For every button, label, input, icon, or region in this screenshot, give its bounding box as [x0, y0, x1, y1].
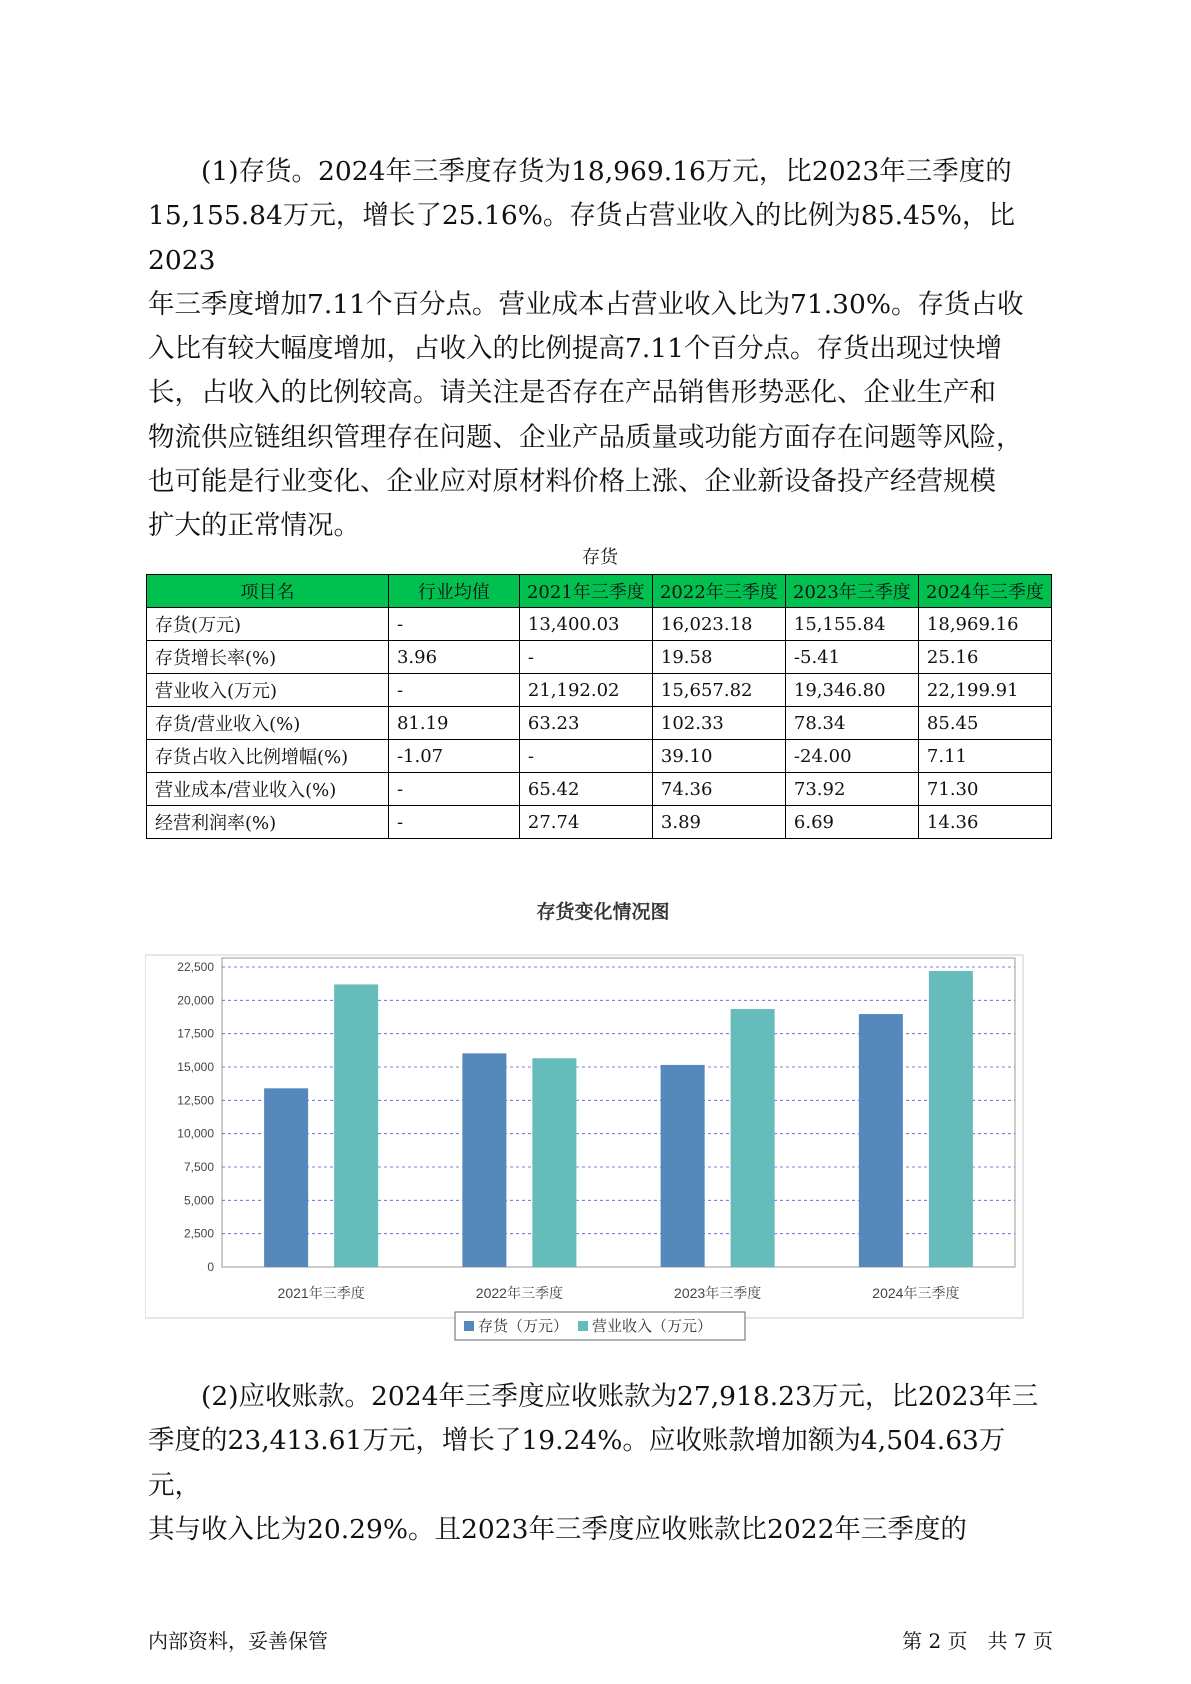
- table-cell: 22,199.91: [918, 674, 1051, 707]
- table-cell: 营业收入(万元): [147, 674, 389, 707]
- header-cell: 项目名: [147, 575, 389, 608]
- footer-confidential: 内部资料，妥善保管: [148, 1629, 328, 1653]
- table-cell: 15,155.84: [785, 608, 918, 641]
- bar: [731, 1009, 775, 1267]
- bar: [532, 1058, 576, 1267]
- table-row: [147, 773, 1052, 806]
- table-cell: -: [388, 806, 519, 839]
- paragraph-line: 也可能是行业变化、企业应对原材料价格上涨、企业新设备投产经营规模: [148, 466, 996, 498]
- table-cell: 85.45: [918, 707, 1051, 740]
- table-cell: 3.96: [388, 641, 519, 674]
- table-cell: -: [388, 773, 519, 806]
- bar: [462, 1053, 506, 1267]
- x-tick-label: 2023年三季度: [674, 1285, 762, 1301]
- legend-label: 营业收入（万元）: [592, 1318, 713, 1335]
- header-cell: 2021年三季度: [519, 575, 652, 608]
- paragraph-line: 长，占收入的比例较高。请关注是否存在产品销售形势恶化、企业生产和: [148, 377, 996, 409]
- table-cell: 21,192.02: [519, 674, 652, 707]
- bar: [264, 1088, 308, 1267]
- footer-page-number: 第 2 页 共 7 页: [902, 1629, 1053, 1653]
- table-cell: 25.16: [918, 641, 1051, 674]
- paragraph-line: 扩大的正常情况。: [148, 510, 360, 542]
- table-row: [147, 707, 1052, 740]
- table-cell: 营业成本/营业收入(%): [147, 773, 389, 806]
- header-cell: 2024年三季度: [918, 575, 1051, 608]
- table-row: [147, 608, 1052, 641]
- table-cell: -: [519, 740, 652, 773]
- table-row: [147, 806, 1052, 839]
- table-cell: 14.36: [918, 806, 1051, 839]
- table-cell: 19.58: [652, 641, 785, 674]
- header-cell: 2023年三季度: [785, 575, 918, 608]
- legend-swatch: [578, 1321, 588, 1331]
- table-cell: 73.92: [785, 773, 918, 806]
- y-tick-label: 2,500: [183, 1226, 214, 1241]
- table-row: [147, 674, 1052, 707]
- x-tick-label: 2024年三季度: [872, 1285, 960, 1301]
- y-tick-label: 0: [207, 1260, 214, 1274]
- legend-swatch: [464, 1321, 474, 1331]
- bar: [929, 971, 973, 1267]
- table-cell: 74.36: [652, 773, 785, 806]
- paragraph-line: 入比有较大幅度增加，占收入的比例提高7.11个百分点。存货出现过快增: [148, 333, 1003, 365]
- paragraph-line: 年三季度增加7.11个百分点。营业成本占营业收入比为71.30%。存货占收: [148, 288, 1024, 320]
- paragraph-line: 15,155.84万元，增长了25.16%。存货占营业收入的比例为85.45%，比2023: [148, 200, 1015, 276]
- bar: [661, 1065, 705, 1267]
- table-caption: 存货: [582, 547, 618, 568]
- table-cell: 39.10: [652, 740, 785, 773]
- y-tick-label: 20,000: [177, 993, 214, 1008]
- table-cell: 13,400.03: [519, 608, 652, 641]
- table-cell: 16,023.18: [652, 608, 785, 641]
- table-cell: 78.34: [785, 707, 918, 740]
- table-cell: 15,657.82: [652, 674, 785, 707]
- bar: [334, 984, 378, 1267]
- table-cell: 存货/营业收入(%): [147, 707, 389, 740]
- table-cell: 经营利润率(%): [147, 806, 389, 839]
- y-tick-label: 5,000: [183, 1193, 214, 1208]
- y-tick-label: 10,000: [177, 1126, 214, 1141]
- table-cell: -: [388, 674, 519, 707]
- table-cell: 81.19: [388, 707, 519, 740]
- paragraph-receivables: [148, 1375, 1048, 1552]
- table-cell: 存货占收入比例增幅(%): [147, 740, 389, 773]
- header-cell: 行业均值: [388, 575, 519, 608]
- table-cell: 63.23: [519, 707, 652, 740]
- table-cell: 102.33: [652, 707, 785, 740]
- y-tick-label: 22,500: [177, 960, 214, 974]
- table-cell: 19,346.80: [785, 674, 918, 707]
- paragraph-line: 季度的23,413.61万元，增长了19.24%。应收账款增加额为4,504.63万元，: [148, 1425, 1006, 1501]
- y-tick-label: 12,500: [177, 1093, 214, 1108]
- paragraph-line: 物流供应链组织管理存在问题、企业产品质量或功能方面存在问题等风险，: [148, 421, 1023, 453]
- paragraph-line: (1)存货。2024年三季度存货为18,969.16万元，比2023年三季度的: [201, 156, 1012, 187]
- paragraph-line: (2)应收账款。2024年三季度应收账款为27,918.23万元，比2023年三: [201, 1381, 1039, 1412]
- table-cell: 18,969.16: [918, 608, 1051, 641]
- chart-title: 存货变化情况图: [536, 902, 670, 923]
- paragraph-inventory: [148, 150, 1048, 549]
- legend-label: 存货（万元）: [478, 1318, 569, 1335]
- table-cell: -: [388, 608, 519, 641]
- inventory-table: [146, 574, 1052, 839]
- table-cell: 6.69: [785, 806, 918, 839]
- x-tick-label: 2021年三季度: [277, 1285, 365, 1301]
- table-row: [147, 641, 1052, 674]
- x-tick-label: 2022年三季度: [475, 1285, 563, 1301]
- table-cell: -1.07: [388, 740, 519, 773]
- table-row: [147, 740, 1052, 773]
- y-tick-label: 17,500: [177, 1026, 214, 1041]
- y-tick-label: 15,000: [177, 1060, 214, 1074]
- table-cell: -5.41: [785, 641, 918, 674]
- header-cell: 2022年三季度: [652, 575, 785, 608]
- paragraph-line: 其与收入比为20.29%。且2023年三季度应收账款比2022年三季度的: [148, 1513, 967, 1545]
- table-cell: 3.89: [652, 806, 785, 839]
- table-cell: 65.42: [519, 773, 652, 806]
- table-cell: 27.74: [519, 806, 652, 839]
- y-tick-label: 7,500: [183, 1160, 214, 1174]
- table-header-row: [147, 575, 1052, 608]
- table-cell: 71.30: [918, 773, 1051, 806]
- table-cell: -24.00: [785, 740, 918, 773]
- inventory-chart: [145, 895, 1025, 1355]
- bar: [859, 1014, 903, 1267]
- table-cell: 存货增长率(%): [147, 641, 389, 674]
- table-cell: -: [519, 641, 652, 674]
- table-cell: 存货(万元): [147, 608, 389, 641]
- table-cell: 7.11: [918, 740, 1051, 773]
